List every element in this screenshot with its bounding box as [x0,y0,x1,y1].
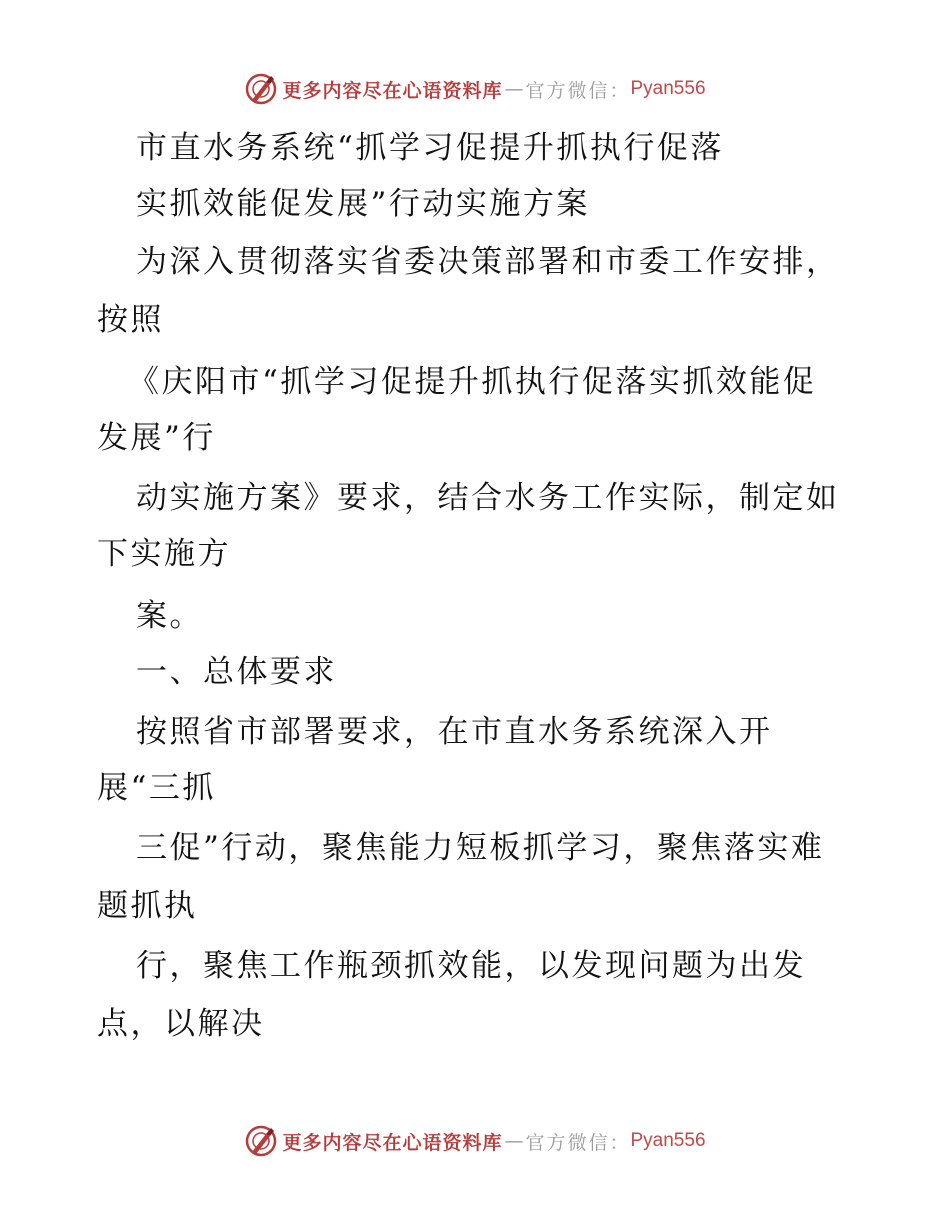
watermark-wechat-label: 官方微信： [525,1131,631,1154]
doc-line: 下实施方 [97,536,231,572]
doc-line: 行，聚焦工作瓶颈抓效能，以发现问题为出发 [136,948,806,984]
doc-line: 市直水务系统“抓学习促提升抓执行促落 [136,130,724,166]
watermark-text: 更多内容尽在心语资料库 [282,1131,503,1154]
doc-line: 《庆阳市“抓学习促提升抓执行促落实抓效能促 [128,364,817,400]
watermark-dash: — [504,1130,524,1152]
footer-watermark-banner [0,1124,950,1158]
doc-line: 题抓执 [97,888,198,924]
watermark-wechat-label: 官方微信： [525,79,631,102]
watermark-wechat-id: Pyan556 [630,78,706,99]
watermark-wechat-id: Pyan556 [630,1130,706,1151]
watermark-dash: — [504,78,524,100]
doc-line: 三促”行动，聚焦能力短板抓学习，聚焦落实难 [136,830,825,866]
doc-line: 动实施方案》要求，结合水务工作实际，制定如 [136,480,840,516]
doc-section-heading: 一、总体要求 [136,654,337,690]
doc-line: 按照 [97,302,164,338]
doc-line: 发展”行 [97,420,216,456]
watermark-text: 更多内容尽在心语资料库 [282,79,503,102]
pen-logo-icon [244,72,278,106]
pen-logo-icon [244,1124,278,1158]
header-watermark-banner [0,72,950,106]
doc-line: 按照省市部署要求，在市直水务系统深入开 [136,714,773,750]
doc-line: 展“三抓 [97,770,216,806]
doc-line: 实抓效能促发展”行动实施方案 [136,186,590,222]
doc-line: 点，以解决 [97,1006,265,1042]
doc-line: 案。 [136,598,203,634]
doc-line: 为深入贯彻落实省委决策部署和市委工作安排， [136,244,840,280]
